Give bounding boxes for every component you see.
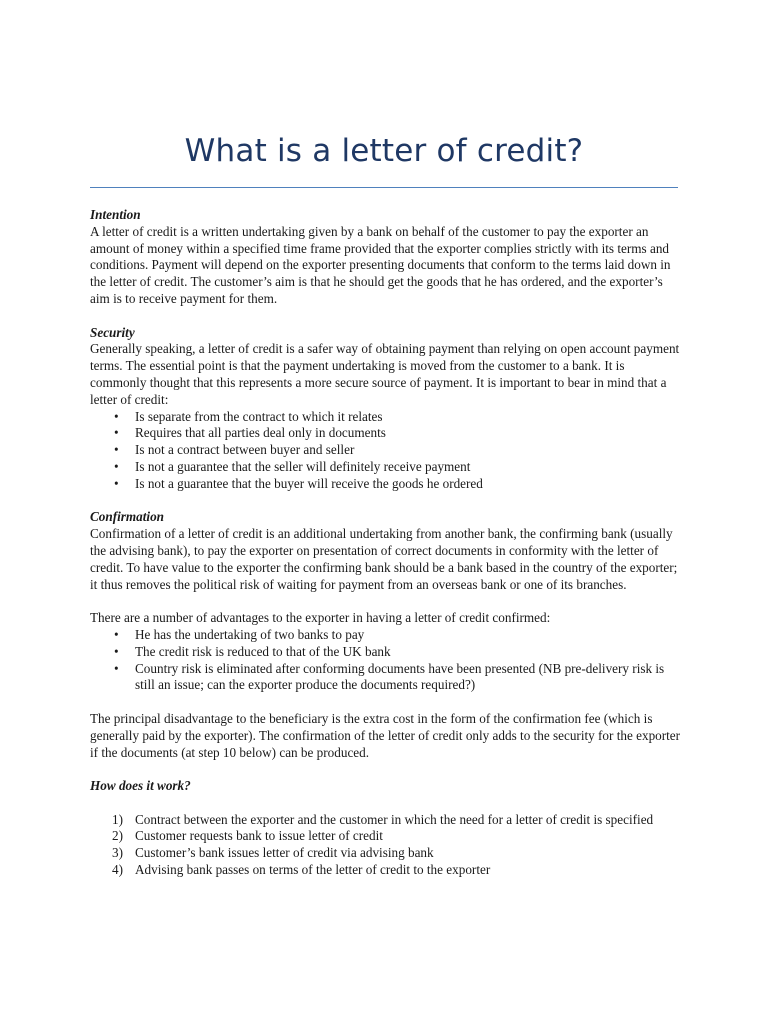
step-number: 1) (112, 811, 123, 827)
step-text: Contract between the exporter and the customer in which the need for a letter of credit is specified (135, 811, 654, 827)
list-item (90, 459, 682, 476)
bullet-icon: • (114, 660, 119, 676)
list-item (90, 828, 682, 845)
list-item (90, 661, 682, 695)
list-item (90, 845, 682, 862)
bullet-icon: • (114, 458, 119, 474)
list-item (90, 644, 682, 661)
paragraph-spacer (90, 694, 682, 711)
list-item-text: Is separate from the contract to which it relates (135, 408, 383, 424)
list-item (90, 627, 682, 644)
section-heading-security: Security (90, 324, 135, 340)
paragraph-spacer (90, 593, 682, 610)
steps-list (90, 812, 682, 879)
section-security (90, 325, 682, 493)
list-item-text: Is not a guarantee that the buyer will receive the goods he ordered (135, 475, 483, 491)
section-how-it-works (90, 778, 682, 879)
step-text: Customer requests bank to issue letter of credit (135, 828, 383, 844)
intention-paragraph: A letter of credit is a written undertaking given by a bank on behalf of the customer to pay the exporter an amount of money within a specified time frame provided that the exporter complies strictly with its terms and conditions. Payment will depend on the exporter presenting documents that conform to the terms laid down in the letter of credit. The customer’s aim is that he should get the goods that he has ordered, and the exporter’s aim is to receive payment for them. (90, 223, 671, 306)
list-item (90, 425, 682, 442)
list-item (90, 442, 682, 459)
list-item-text: Country risk is eliminated after conforming documents have been presented (NB pre-delivery risk is still an issue; can the exporter produce the documents required?) (135, 660, 665, 693)
section-heading-confirmation: Confirmation (90, 509, 165, 525)
step-text: Advising bank passes on terms of the letter of credit to the exporter (135, 862, 491, 878)
list-item (90, 476, 682, 493)
section-heading-how-it-works: How does it work? (90, 778, 191, 794)
bullet-icon: • (114, 626, 119, 642)
list-item-text: The credit risk is reduced to that of the UK bank (135, 643, 391, 659)
step-number: 3) (112, 845, 123, 861)
list-item (90, 409, 682, 426)
list-item-text: He has the undertaking of two banks to pay (135, 626, 365, 642)
section-intention (90, 207, 682, 308)
step-text: Customer’s bank issues letter of credit via advising bank (135, 845, 434, 861)
list-item-text: Requires that all parties deal only in documents (135, 425, 386, 441)
list-item-text: Is not a contract between buyer and seller (135, 442, 355, 458)
confirmation-paragraph: Confirmation of a letter of credit is an additional undertaking from another bank, the confirming bank (usually the advising bank), to pay the exporter on presentation of correct documents in conformity with the letter of credit. To have value to the exporter the confirming bank should be a bank based in the country of the exporter; it thus removes the political risk of waiting for payment from an overseas bank or one of its branches. (90, 526, 678, 592)
bullet-icon: • (114, 408, 119, 424)
step-number: 2) (112, 828, 123, 844)
bullet-icon: • (114, 442, 119, 458)
bullet-icon: • (114, 475, 119, 491)
advantages-bullet-list (90, 627, 682, 694)
section-confirmation (90, 509, 682, 761)
section-heading-intention: Intention (90, 207, 141, 222)
list-item (90, 862, 682, 879)
document-body (90, 207, 682, 896)
paragraph-spacer (90, 795, 682, 812)
security-bullet-list (90, 409, 682, 493)
list-item-text: Is not a guarantee that the seller will definitely receive payment (135, 458, 471, 474)
step-number: 4) (112, 862, 123, 878)
bullet-icon: • (114, 425, 119, 441)
security-paragraph: Generally speaking, a letter of credit is a safer way of obtaining payment than relying on open account payment terms. The essential point is that the payment undertaking is moved from the customer to a bank. It is commonly thought that this represents a more secure source of payment. It is important to bear in mind that a letter of credit: (90, 341, 680, 407)
bullet-icon: • (114, 643, 119, 659)
title-divider (90, 187, 678, 188)
page-title: What is a letter of credit? (184, 133, 584, 169)
list-item (90, 812, 682, 829)
disadvantage-paragraph: The principal disadvantage to the beneficiary is the extra cost in the form of the confirmation fee (which is generally paid by the exporter). The confirmation of the letter of credit only adds to the security for the exporter if the documents (at step 10 below) can be produced. (90, 710, 681, 760)
advantages-intro: There are a number of advantages to the exporter in having a letter of credit confirmed: (90, 610, 551, 626)
